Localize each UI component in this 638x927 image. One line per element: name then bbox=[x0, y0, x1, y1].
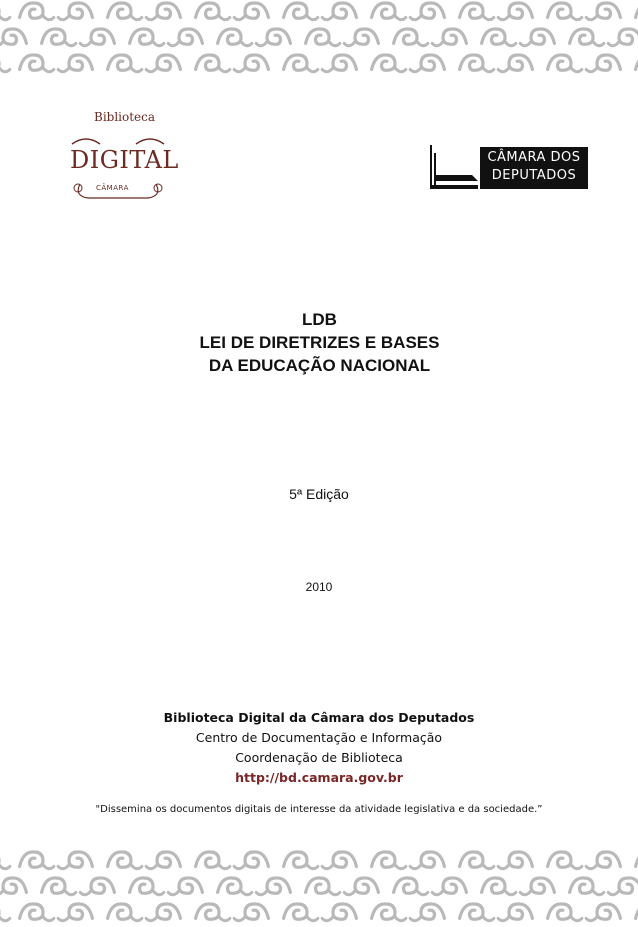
edition-label: 5ª Edição bbox=[289, 486, 349, 502]
publisher-url-link[interactable]: http://bd.camara.gov.br bbox=[235, 770, 403, 785]
publisher-coordination: Coordenação de Biblioteca bbox=[235, 750, 403, 765]
scroll-ornament bbox=[168, 29, 202, 46]
scroll-ornament bbox=[0, 29, 26, 46]
scroll-ornament bbox=[410, 55, 444, 72]
scroll-ornament bbox=[548, 904, 582, 921]
document-title bbox=[0, 308, 638, 377]
scroll-ornament bbox=[146, 55, 180, 72]
scroll-ornament bbox=[322, 904, 356, 921]
scroll-ornament bbox=[482, 878, 516, 895]
camara-deputados-logo bbox=[428, 145, 590, 191]
scroll-ornament bbox=[410, 852, 444, 869]
scroll-ornament bbox=[234, 55, 268, 72]
scroll-ornament bbox=[234, 3, 268, 20]
scroll-ornament bbox=[196, 904, 230, 921]
scroll-ornament bbox=[520, 29, 554, 46]
logo-text-camara-dos: CÂMARA DOS bbox=[487, 150, 581, 165]
scroll-ornament bbox=[548, 852, 582, 869]
mission-quote: "Dissemina os documentos digitais de interesse da atividade legislativa e da sociedade.” bbox=[95, 804, 543, 815]
scroll-ornament bbox=[0, 55, 10, 72]
scroll-ornament bbox=[130, 878, 164, 895]
scroll-ornament bbox=[108, 55, 142, 72]
scroll-ornament bbox=[58, 904, 92, 921]
scroll-ornament bbox=[570, 878, 604, 895]
scroll-ornament bbox=[460, 852, 494, 869]
scroll-ornament bbox=[146, 904, 180, 921]
scroll-ornament bbox=[108, 904, 142, 921]
scroll-ornament bbox=[608, 878, 638, 895]
scroll-ornament bbox=[344, 878, 378, 895]
scroll-ornament bbox=[256, 29, 290, 46]
logo-text-biblioteca: Biblioteca bbox=[94, 110, 156, 124]
scroll-ornament bbox=[482, 29, 516, 46]
scroll-ornament bbox=[284, 55, 318, 72]
publisher-center: Centro de Documentação e Informação bbox=[195, 730, 443, 745]
scroll-ornament bbox=[432, 878, 466, 895]
scroll-ornament bbox=[42, 29, 76, 46]
scroll-ornament bbox=[372, 852, 406, 869]
scroll-ornament bbox=[58, 852, 92, 869]
scroll-ornament bbox=[196, 852, 230, 869]
scroll-ornament bbox=[394, 878, 428, 895]
scroll-ornament bbox=[284, 852, 318, 869]
scroll-ornament bbox=[322, 55, 356, 72]
scroll-ornament bbox=[218, 29, 252, 46]
logo-text-deputados: DEPUTADOS bbox=[491, 168, 577, 183]
scroll-ornament bbox=[498, 55, 532, 72]
scroll-ornament bbox=[372, 904, 406, 921]
scroll-ornament bbox=[146, 3, 180, 20]
scroll-ornament bbox=[306, 878, 340, 895]
scroll-ornament bbox=[608, 29, 638, 46]
scroll-ornament bbox=[410, 3, 444, 20]
scroll-ornament bbox=[372, 55, 406, 72]
scroll-ornament bbox=[168, 878, 202, 895]
scroll-ornament bbox=[498, 3, 532, 20]
scroll-ornament bbox=[586, 852, 620, 869]
scroll-ornament bbox=[20, 55, 54, 72]
scroll-ornament bbox=[58, 3, 92, 20]
scroll-ornament bbox=[256, 878, 290, 895]
title-line-2: LEI DE DIRETRIZES E BASES bbox=[199, 333, 440, 352]
scroll-ornament bbox=[80, 29, 114, 46]
publication-year: 2010 bbox=[305, 580, 333, 594]
scroll-ornament bbox=[108, 3, 142, 20]
scroll-ornament bbox=[372, 3, 406, 20]
scroll-ornament bbox=[20, 904, 54, 921]
scroll-ornament bbox=[284, 3, 318, 20]
scroll-ornament bbox=[58, 55, 92, 72]
scroll-ornament bbox=[234, 852, 268, 869]
scroll-ornament bbox=[20, 3, 54, 20]
scroll-ornament bbox=[0, 852, 10, 869]
scroll-ornament bbox=[344, 29, 378, 46]
scroll-ornament bbox=[80, 878, 114, 895]
scroll-ornament bbox=[130, 29, 164, 46]
scroll-ornament bbox=[548, 55, 582, 72]
title-line-1: LDB bbox=[302, 310, 337, 329]
biblioteca-digital-logo bbox=[66, 108, 179, 206]
scroll-ornament bbox=[306, 29, 340, 46]
scroll-ornament bbox=[548, 3, 582, 20]
scroll-ornament bbox=[586, 3, 620, 20]
scroll-ornament bbox=[460, 904, 494, 921]
scroll-ornament bbox=[498, 904, 532, 921]
publisher-info bbox=[0, 708, 638, 788]
scroll-ornament bbox=[432, 29, 466, 46]
scroll-ornament bbox=[410, 904, 444, 921]
scroll-ornament bbox=[460, 3, 494, 20]
scroll-ornament bbox=[322, 3, 356, 20]
scroll-ornament bbox=[20, 852, 54, 869]
scroll-ornament bbox=[586, 55, 620, 72]
ornament-pattern bbox=[0, 849, 638, 927]
scroll-ornament bbox=[108, 852, 142, 869]
congress-building-icon bbox=[428, 145, 478, 191]
scroll-ornament bbox=[0, 878, 26, 895]
scroll-ornament bbox=[570, 29, 604, 46]
camara-name-box bbox=[480, 147, 588, 189]
logo-text-camara: CÂMARA bbox=[96, 184, 129, 192]
decorative-border-bottom bbox=[0, 849, 638, 927]
scroll-ornament bbox=[520, 878, 554, 895]
ornament-pattern bbox=[0, 0, 638, 78]
decorative-border-top bbox=[0, 0, 638, 78]
title-line-3: DA EDUCAÇÃO NACIONAL bbox=[208, 356, 431, 375]
scroll-ornament bbox=[218, 878, 252, 895]
scroll-ornament bbox=[0, 904, 10, 921]
scroll-ornament bbox=[394, 29, 428, 46]
scroll-ornament bbox=[196, 55, 230, 72]
logo-text-digital: DIGITAL bbox=[70, 146, 179, 174]
scroll-ornament bbox=[234, 904, 268, 921]
scroll-ornament bbox=[322, 852, 356, 869]
publisher-name: Biblioteca Digital da Câmara dos Deputados bbox=[163, 710, 475, 725]
scroll-ornament bbox=[146, 852, 180, 869]
scroll-ornament bbox=[42, 878, 76, 895]
scroll-ornament bbox=[284, 904, 318, 921]
scroll-ornament bbox=[498, 852, 532, 869]
scroll-ornament bbox=[196, 3, 230, 20]
scroll-ornament bbox=[0, 3, 10, 20]
scroll-ornament bbox=[460, 55, 494, 72]
scroll-ornament bbox=[586, 904, 620, 921]
